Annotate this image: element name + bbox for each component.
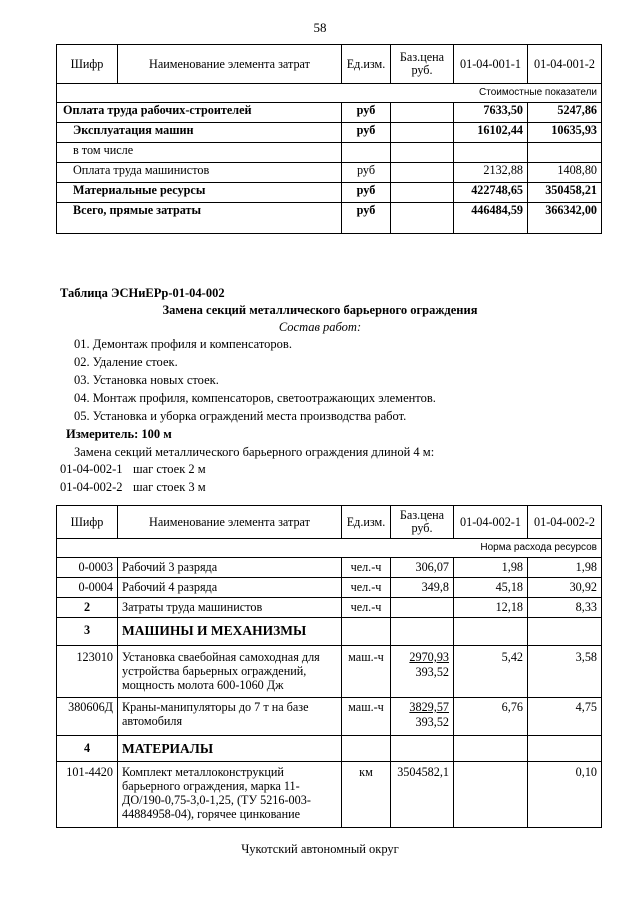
row-code: 380606Д — [57, 698, 118, 736]
variant-text: шаг стоек 3 м — [133, 480, 206, 494]
footer-region: Чукотский автономный округ — [241, 842, 399, 856]
row-name: МАШИНЫ И МЕХАНИЗМЫ — [118, 618, 342, 646]
work-item: 04. Монтаж профиля, компенсаторов, светоотражающих элементов. — [74, 391, 436, 405]
row-code: 0-0004 — [57, 578, 118, 598]
table-row — [57, 183, 602, 203]
header-col1: 01-04-001-1 — [454, 45, 528, 84]
row-unit: руб — [342, 123, 391, 143]
table-row — [57, 163, 602, 183]
table-row — [57, 103, 602, 123]
section-title: Замена секций металлического барьерного ограждения — [162, 303, 478, 317]
row-value-2: 1408,80 — [528, 163, 602, 183]
row-name: Рабочий 3 разряда — [118, 558, 342, 578]
row-price: 3829,57 — [409, 700, 449, 714]
page-number: 58 — [313, 20, 327, 35]
row-value-1: 6,76 — [454, 698, 528, 736]
row-unit: руб — [342, 183, 391, 203]
row-value-2: 4,75 — [528, 698, 602, 736]
row-name: Комплект металлоконструкций барьерного ограждения, марка 11-ДО/190-0,75-3,0-1,25, (ТУ 5216-003-44884958-04), горячее цинкование — [118, 762, 342, 828]
row-code: 101-4420 — [57, 762, 118, 828]
table-row — [57, 598, 602, 618]
row-price-secondary: 393,52 — [415, 714, 449, 729]
table-row — [57, 762, 602, 828]
header-col2: 01-04-002-2 — [528, 506, 602, 539]
row-value-1: 7633,50 — [454, 103, 528, 123]
row-name: Материальные ресурсы — [57, 183, 342, 203]
row-unit: маш.-ч — [342, 698, 391, 736]
row-value-2: 0,10 — [528, 762, 602, 828]
row-code: 3 — [57, 618, 118, 646]
variant-code: 01-04-002-1 — [60, 462, 123, 476]
row-value-2: 1,98 — [528, 558, 602, 578]
header-name: Наименование элемента затрат — [118, 45, 342, 84]
header-name: Наименование элемента затрат — [118, 506, 342, 539]
row-name: Затраты труда машинистов — [118, 598, 342, 618]
row-value-1: 5,42 — [454, 646, 528, 698]
work-item: 05. Установка и уборка ограждений места производства работ. — [74, 409, 407, 423]
work-item: 01. Демонтаж профиля и компенсаторов. — [74, 337, 292, 351]
row-name: Оплата труда рабочих-строителей — [57, 103, 342, 123]
row-value-1: 1,98 — [454, 558, 528, 578]
row-name: МАТЕРИАЛЫ — [118, 736, 342, 762]
row-value-2: 10635,93 — [528, 123, 602, 143]
row-name: Краны-манипуляторы до 7 т на базе автомобиля — [118, 698, 342, 736]
table-row — [57, 618, 602, 646]
header-col2: 01-04-001-2 — [528, 45, 602, 84]
row-price-secondary: 393,52 — [415, 664, 449, 679]
row-value-1: 422748,65 — [454, 183, 528, 203]
row-value-2: 30,92 — [528, 578, 602, 598]
row-price: 2970,93 — [409, 650, 449, 664]
row-name: Всего, прямые затраты — [57, 203, 342, 234]
table-row — [57, 558, 602, 578]
row-unit: руб — [342, 163, 391, 183]
row-name: в том числе — [57, 143, 342, 163]
table-row — [57, 578, 602, 598]
work-item: 03. Установка новых стоек. — [74, 373, 219, 387]
row-code: 2 — [57, 598, 118, 618]
resource-norms-table — [56, 505, 602, 828]
row-value-2: 8,33 — [528, 598, 602, 618]
row-code: 0-0003 — [57, 558, 118, 578]
table-subheader: Норма расхода ресурсов — [57, 539, 602, 558]
row-name: Эксплуатация машин — [57, 123, 342, 143]
row-unit: руб — [342, 103, 391, 123]
description: Замена секций металлического барьерного ограждения длиной 4 м: — [74, 445, 435, 459]
row-value-1: 2132,88 — [454, 163, 528, 183]
header-code: Шифр — [57, 45, 118, 84]
row-value-1: 446484,59 — [454, 203, 528, 234]
measure-unit: Измеритель: 100 м — [66, 427, 172, 441]
row-price: 3504582,1 — [391, 762, 454, 828]
header-unit: Ед.изм. — [342, 506, 391, 539]
row-value-1: 12,18 — [454, 598, 528, 618]
variant-code: 01-04-002-2 — [60, 480, 123, 494]
row-code: 4 — [57, 736, 118, 762]
table-row — [57, 736, 602, 762]
row-value-2: 350458,21 — [528, 183, 602, 203]
header-unit: Ед.изм. — [342, 45, 391, 84]
row-name: Оплата труда машинистов — [57, 163, 342, 183]
table-row — [57, 646, 602, 698]
work-composition-title: Состав работ: — [278, 320, 362, 334]
row-unit: маш.-ч — [342, 646, 391, 698]
header-base-price: Баз.цена руб. — [391, 45, 454, 84]
row-unit: чел.-ч — [342, 558, 391, 578]
row-unit: км — [342, 762, 391, 828]
table-row — [57, 698, 602, 736]
table-row — [57, 143, 602, 163]
row-unit: чел.-ч — [342, 578, 391, 598]
row-code: 123010 — [57, 646, 118, 698]
row-name: Рабочий 4 разряда — [118, 578, 342, 598]
table-row — [57, 123, 602, 143]
row-value-1: 16102,44 — [454, 123, 528, 143]
row-unit: руб — [342, 203, 391, 234]
header-col1: 01-04-002-1 — [454, 506, 528, 539]
row-price: 349,8 — [391, 578, 454, 598]
work-item: 02. Удаление стоек. — [74, 355, 178, 369]
row-value-2: 366342,00 — [528, 203, 602, 234]
cost-indicators-table — [56, 44, 602, 234]
row-value-2: 5247,86 — [528, 103, 602, 123]
row-value-2: 3,58 — [528, 646, 602, 698]
header-base-price: Баз.цена руб. — [391, 506, 454, 539]
row-value-1: 45,18 — [454, 578, 528, 598]
row-name: Установка сваебойная самоходная для устройства барьерных ограждений, мощность молота 600-1060 Дж — [118, 646, 342, 698]
header-code: Шифр — [57, 506, 118, 539]
table-row — [57, 203, 602, 234]
row-unit: чел.-ч — [342, 598, 391, 618]
row-price: 306,07 — [391, 558, 454, 578]
table-subheader: Стоимостные показатели — [57, 84, 602, 103]
table-label: Таблица ЭСНиЕРр-01-04-002 — [60, 286, 225, 300]
variant-text: шаг стоек 2 м — [133, 462, 206, 476]
